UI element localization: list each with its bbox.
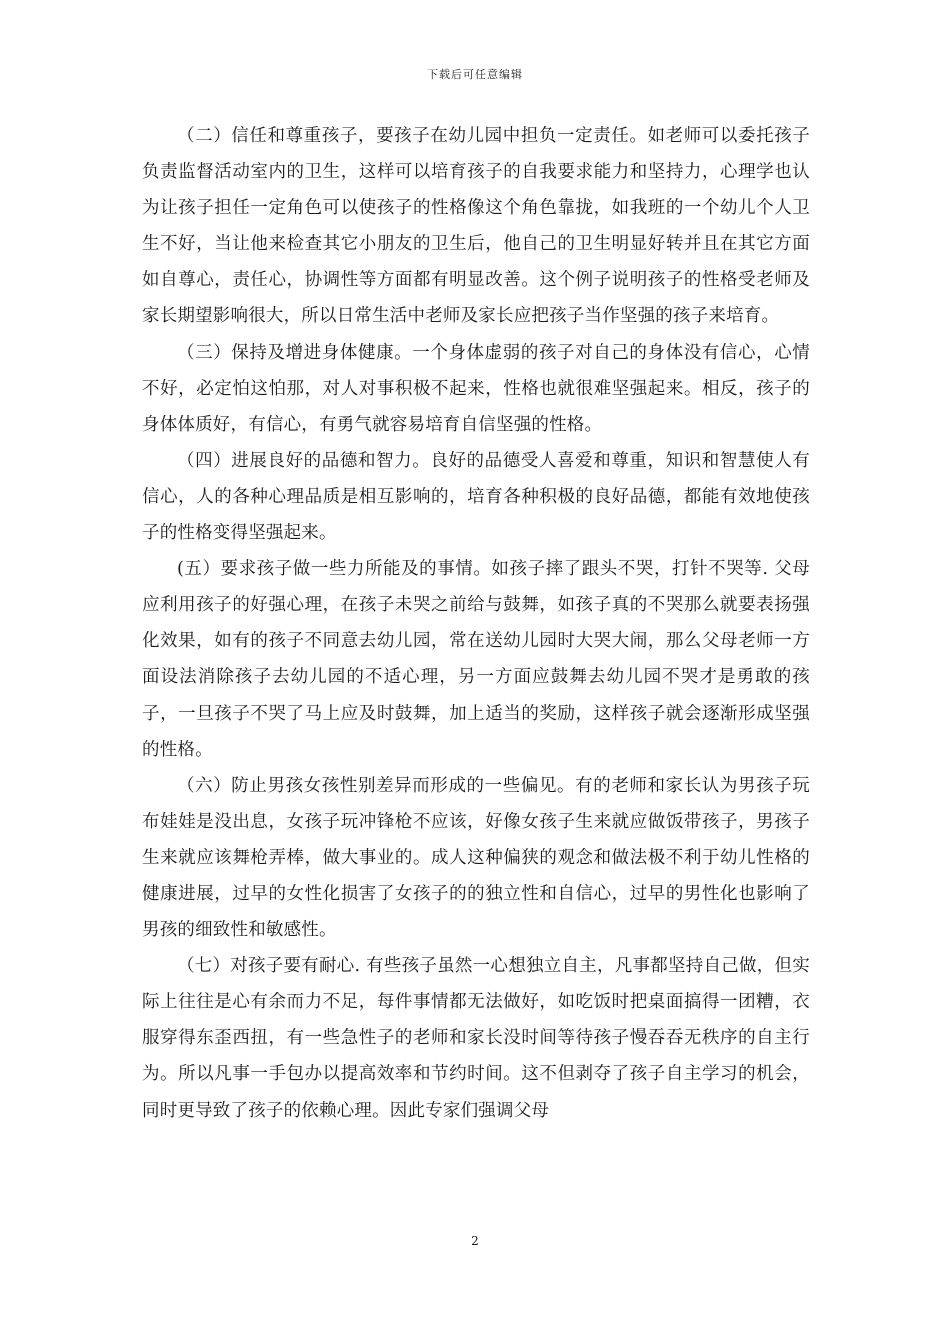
document-body [142,118,810,1129]
page-header: 下载后可任意编辑 [427,68,523,81]
paragraph-gender-bias: （六）防止男孩女孩性别差异而形成的一些偏见。有的老师和家长认为男孩子玩布娃娃是没出息，女孩子玩冲锋枪不应该，好像女孩子生来就应做饭带孩子，男孩子生来就应该舞枪弄棒，做大事业的。成人这种偏狭的观念和做法极不利于幼儿性格的健康进展，过早的女性化损害了女孩子的的独立性和自信心，过早的男性化也影响了男孩的细致性和敏感性。 [142,775,810,941]
paragraph-capable-tasks: (五）要求孩子做一些力所能及的事情。如孩子摔了跟头不哭，打针不哭等. 父母应利用孩子的好强心理，在孩子未哭之前给与鼓舞，如孩子真的不哭那么就要表扬强化效果，如有的孩子不同意去幼儿园，常在送幼儿园时大哭大闹，那么父母老师一方面设法消除孩子去幼儿园的不适心理，另一方面应鼓舞去幼儿园不哭才是勇敢的孩子，一旦孩子不哭了马上应及时鼓舞，加上适当的奖励，这样孩子就会逐渐形成坚强的性格。 [142,559,810,760]
paragraph-morality-intellect: （四）进展良好的品德和智力。良好的品德受人喜爱和尊重，知识和智慧使人有信心，人的各种心理品质是相互影响的，培育各种积极的良好品德，都能有效地使孩子的性格变得坚强起来。 [142,450,810,544]
page-number: 2 [471,1234,479,1248]
paragraph-patience: （七）对孩子要有耐心. 有些孩子虽然一心想独立自主，凡事都坚持自己做，但实际上往往是心有余而力不足，每件事情都无法做好，如吃饭时把桌面搞得一团糟，衣服穿得东歪西扭，有一些急性子的老师和家长没时间等待孩子慢吞吞无秩序的自主行为。所以凡事一手包办以提高效率和节约时间。这不但剥夺了孩子自主学习的机会，同时更导致了孩子的依赖心理。因此专家们强调父母 [142,956,810,1121]
paragraph-trust-respect: （二）信任和尊重孩子，要孩子在幼儿园中担负一定责任。如老师可以委托孩子负责监督活动室内的卫生，这样可以培育孩子的自我要求能力和坚持力，心理学也认为让孩子担任一定角色可以使孩子的性格像这个角色靠拢，如我班的一个幼儿个人卫生不好，当让他来检查其它小朋友的卫生后，他自己的卫生明显好转并且在其它方面如自尊心，责任心，协调性等方面都有明显改善。这个例子说明孩子的性格受老师及家长期望影响很大，所以日常生活中老师及家长应把孩子当作坚强的孩子来培育。 [142,126,810,327]
paragraph-health: （三）保持及增进身体健康。一个身体虚弱的孩子对自己的身体没有信心，心情不好，必定怕这怕那，对人对事积极不起来，性格也就很难坚强起来。相反，孩子的身体体质好，有信心，有勇气就容易培育自信坚强的性格。 [142,342,810,435]
